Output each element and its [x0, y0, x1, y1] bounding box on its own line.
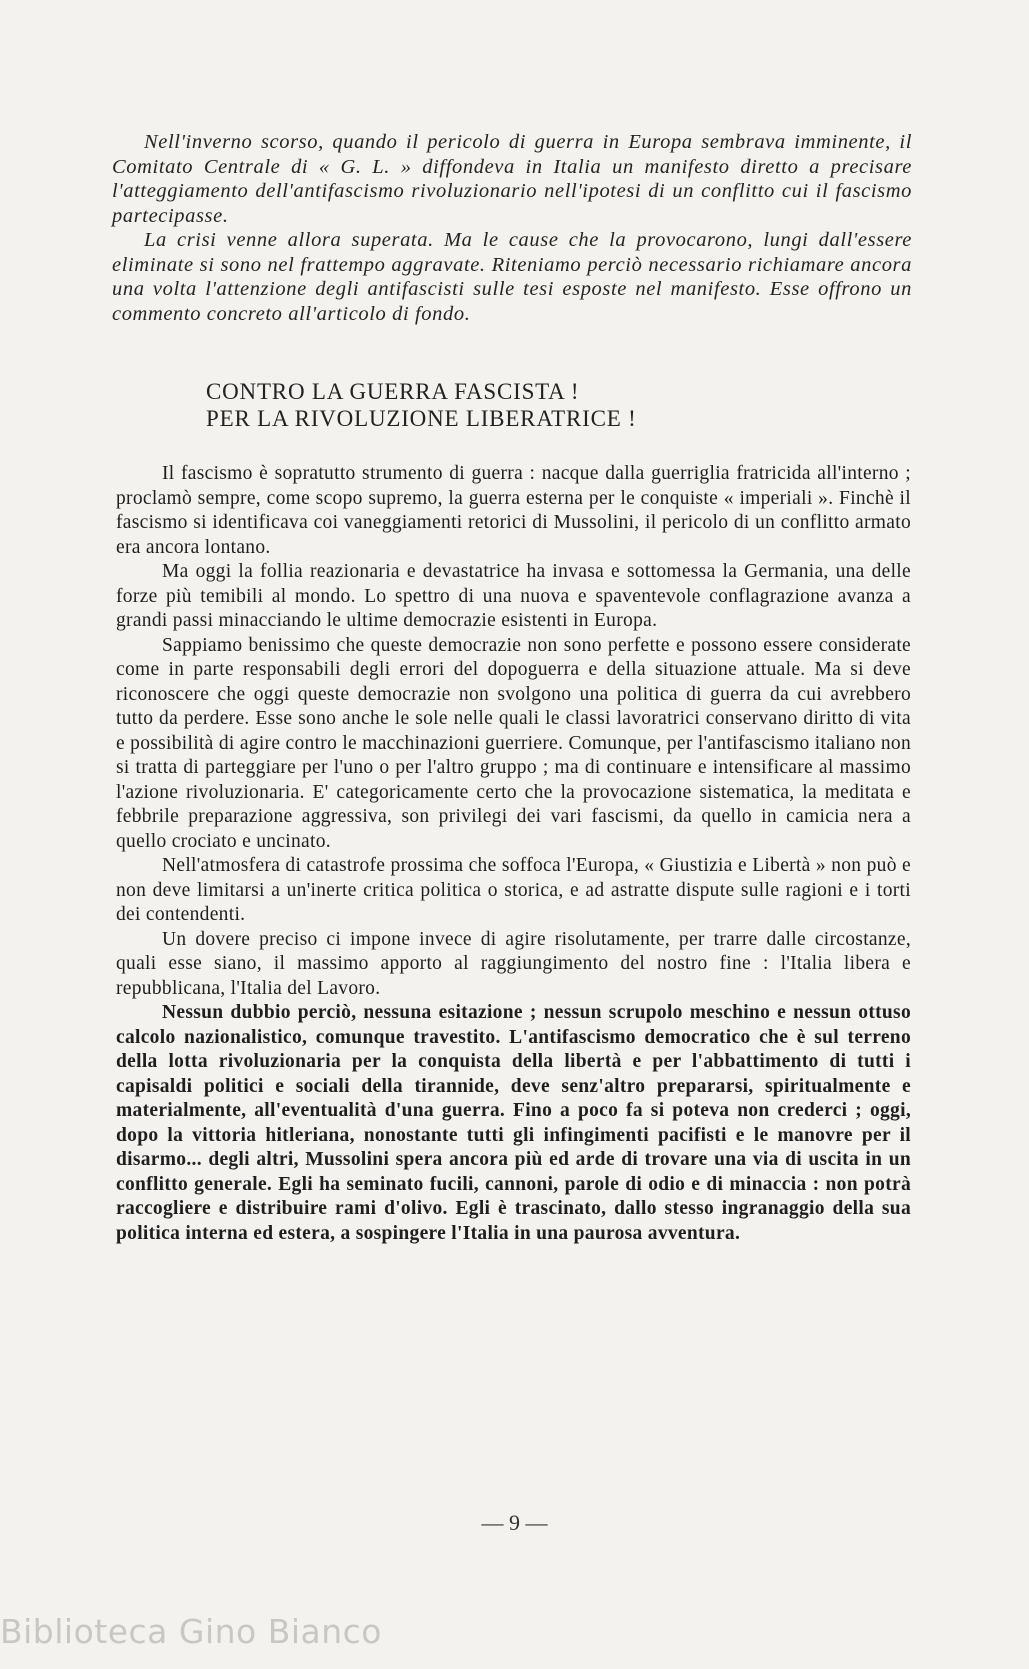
intro-paragraph: La crisi venne allora superata. Ma le cause che la provocarono, lungi dall'essere eliminate si sono nel frattempo aggravate. Riteniamo perciò necessario richiamare ancora una volta l'attenzione degli antifascisti sulle tesi esposte nel manifesto. Esse offrono un commento concreto all'articolo di fondo. — [112, 229, 912, 325]
intro-note — [112, 130, 912, 326]
headline-line-2: PER LA RIVOLUZIONE LIBERATRICE ! — [206, 406, 637, 431]
body-paragraph: Ma oggi la follia reazionaria e devastatrice ha invasa e sottomessa la Germania, una delle forze più temibili al mondo. Lo spettro di una nuova e spaventevole conflagrazione avanza a grandi passi minacciando le ultime democrazie esistenti in Europa. — [116, 561, 911, 631]
library-watermark: Biblioteca Gino Bianco — [0, 1612, 382, 1651]
page-number: — 9 — — [481, 1510, 548, 1535]
body-paragraph: Il fascismo è sopratutto strumento di guerra : nacque dalla guerriglia fratricida all'interno ; proclamò sempre, come scopo supremo, la guerra esterna per le conquiste « imperiali ». Finchè il fascismo si identificava coi vaneggiamenti retorici di Mussolini, il pericolo di un conflitto armato era ancora lontano. — [116, 463, 911, 558]
manifesto-headline — [206, 378, 637, 432]
manifesto-body — [116, 462, 911, 1246]
intro-paragraph: Nell'inverno scorso, quando il pericolo di guerra in Europa sembrava imminente, il Comitato Centrale di « G. L. » diffondeva in Italia un manifesto diretto a precisare l'atteggiamento dell'antifascismo rivoluzionario nell'ipotesi di un conflitto cui il fascismo partecipasse. — [112, 131, 912, 227]
body-paragraph: Un dovere preciso ci impone invece di agire risolutamente, per trarre dalle circostanze, quali esse siano, il massimo apporto al raggiungimento del nostro fine : l'Italia libera e repubblicana, l'Italia del Lavoro. — [116, 928, 911, 999]
headline-line-1: CONTRO LA GUERRA FASCISTA ! — [206, 379, 580, 404]
body-paragraph-bold: Nessun dubbio perciò, nessuna esitazione ; nessun scrupolo meschino e nessun ottuso calcolo nazionalistico, comunque travestito. L'antifascismo democratico che è sul terreno della lotta rivoluzionaria per la conquista della libertà e per l'abbattimento di tutti i capisaldi politici e sociali della tirannide, deve senz'altro prepararsi, spiritualmente e materialmente, all'eventualità d'una guerra. Fino a poco fa si poteva non crederci ; oggi, dopo la vittoria hitleriana, nonostante tutti gli infingimenti pacifisti e le manovre per il disarmo... degli altri, Mussolini spera ancora più ed arde di trovare una via di uscita in un conflitto generale. Egli ha seminato fucili, cannoni, parole di odio e di minaccia : non potrà raccogliere e distribuire rami d'olivo. Egli è trascinato, dallo stesso ingranaggio della sua politica interna ed estera, a sospingere l'Italia in una paurosa avventura. — [116, 1002, 911, 1244]
body-paragraph: Sappiamo benissimo che queste democrazie non sono perfette e possono essere considerate come in parte responsabili degli errori del dopoguerra e della situazione attuale. Ma si deve riconoscere che oggi queste democrazie non svolgono una politica di guerra da cui avrebbero tutto da perdere. Esse sono anche le sole nelle quali le classi lavoratrici conservano diritto di vita e possibilità di agire contro le macchinazioni guerriere. Comunque, per l'antifascismo italiano non si tratta di parteggiare per l'uno o per l'altro gruppo ; ma di continuare e intensificare al massimo l'azione rivoluzionaria. E' categoricamente certo che la provocazione sistematica, la meditata e febbrile preparazione aggressiva, son privilegi dei vari fascismi, da quello in camicia nera a quello crociato e uncinato. — [116, 634, 911, 852]
body-paragraph: Nell'atmosfera di catastrofe prossima che soffoca l'Europa, « Giustizia e Libertà » non può e non deve limitarsi a un'inerte critica politica o storica, e ad astratte dispute sulle ragioni e i torti dei contendenti. — [116, 855, 911, 925]
